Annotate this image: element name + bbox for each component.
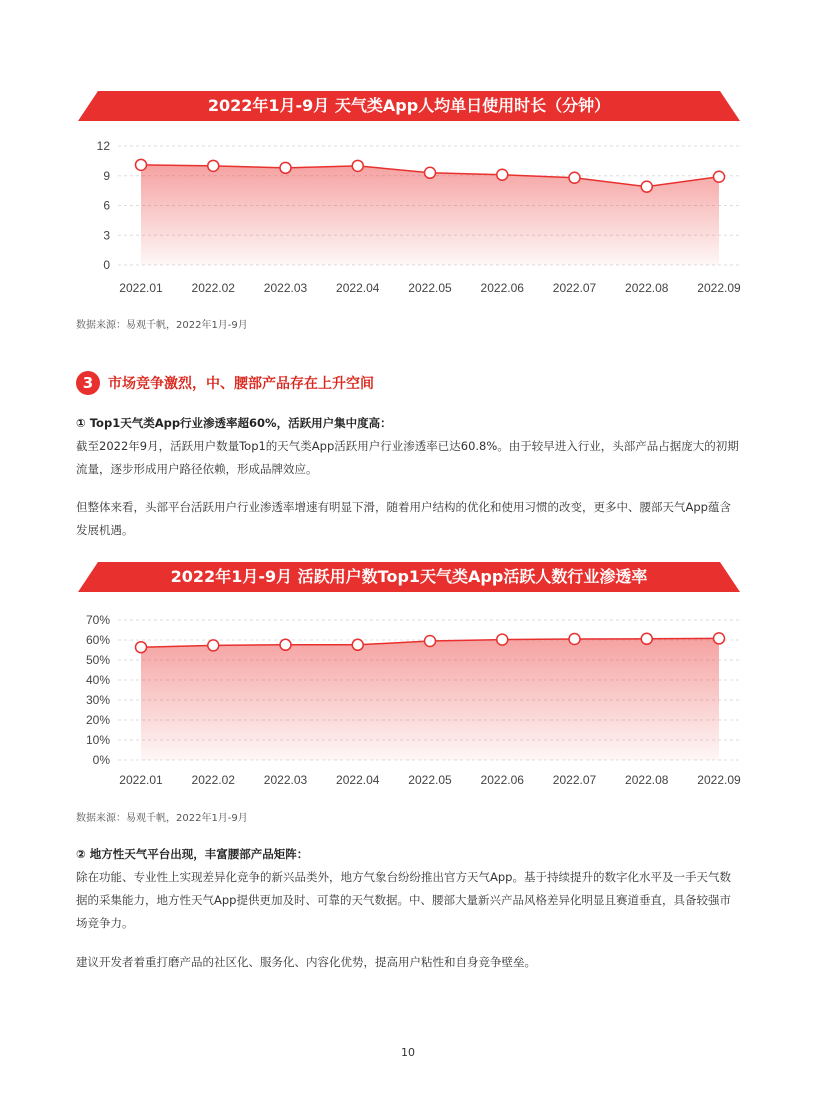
series-area: [141, 165, 719, 265]
data-point: [714, 633, 725, 644]
data-point: [136, 642, 147, 653]
y-tick-label: 0: [103, 258, 110, 272]
x-tick-label: 2022.09: [697, 773, 741, 787]
data-point: [425, 636, 436, 647]
x-tick-label: 2022.02: [191, 773, 235, 787]
x-tick-label: 2022.04: [336, 773, 380, 787]
section-number-badge: 3: [76, 371, 100, 395]
section-title: 市场竞争激烈，中、腰部产品存在上升空间: [108, 376, 374, 392]
section-heading: [76, 370, 374, 396]
data-point: [641, 633, 652, 644]
chart1-title-banner: [78, 91, 740, 121]
x-tick-label: 2022.03: [263, 281, 308, 295]
data-point: [280, 162, 291, 173]
data-point: [497, 169, 508, 180]
x-tick-label: 2022.05: [408, 281, 452, 295]
y-tick-label: 30%: [85, 693, 110, 707]
chart2-title: 2022年1月-9月 活跃用户数Top1天气类App活跃人数行业渗透率: [170, 567, 648, 586]
paragraph-4: 建议开发者着重打磨产品的社区化、服务化、内容化优势，提高用户粘性和自身竞争壁垒。: [76, 955, 536, 969]
paragraph-1-body: 截至2022年9月，活跃用户数量Top1的天气类App活跃用户行业渗透率已达60.8%。由于较早进入行业，头部产品占据庞大的初期流量，逐步形成用户路径依赖，形成品牌效应。: [76, 439, 739, 476]
chart1-title: 2022年1月-9月 天气类App人均单日使用时长（分钟）: [207, 96, 611, 115]
chart1-source: 数据来源：易观千帆，2022年1月-9月: [76, 320, 248, 331]
x-tick-label: 2022.09: [697, 281, 741, 295]
y-tick-label: 20%: [85, 713, 110, 727]
paragraph-3-body: 除在功能、专业性上实现差异化竞争的新兴品类外，地方气象台纷纷推出官方天气App。基于持续提升的数字化水平及一手天气数据的采集能力，地方性天气App提供更加及时、可靠的天气数据。中、腰部大量新兴产品风格差异化明显且赛道垂直，具备较强市场竞争力。: [76, 870, 731, 930]
x-tick-label: 2022.07: [552, 773, 597, 787]
data-point: [208, 640, 219, 651]
y-tick-label: 6: [103, 198, 110, 213]
data-point: [641, 181, 652, 192]
chart2-source: 数据来源：易观千帆，2022年1月-9月: [76, 813, 248, 824]
x-tick-label: 2022.01: [119, 773, 163, 787]
y-tick-label: 9: [103, 168, 110, 183]
series-area: [141, 638, 719, 760]
paragraph-2: 但整体来看，头部平台活跃用户行业渗透率增速有明显下滑，随着用户结构的优化和使用习惯的改变，更多中、腰部天气App蕴含发展机遇。: [76, 500, 731, 537]
x-tick-label: 2022.01: [119, 281, 163, 295]
y-tick-label: 40%: [85, 673, 110, 687]
y-tick-label: 50%: [85, 653, 110, 667]
data-point: [714, 171, 725, 182]
y-tick-label: 0%: [92, 753, 110, 767]
y-tick-label: 12: [96, 139, 110, 153]
data-point: [280, 639, 291, 650]
x-tick-label: 2022.06: [480, 773, 524, 787]
x-tick-label: 2022.02: [191, 281, 235, 295]
paragraph-1-heading: ① Top1天气类App行业渗透率超60%，活跃用户集中度高：: [76, 416, 392, 430]
x-tick-label: 2022.06: [480, 281, 524, 295]
chart1: [60, 135, 760, 305]
page-number: 10: [401, 1046, 415, 1059]
y-tick-label: 70%: [85, 613, 110, 627]
paragraph-3-heading: ② 地方性天气平台出现，丰富腰部产品矩阵：: [76, 847, 309, 861]
data-point: [208, 160, 219, 171]
data-point: [352, 160, 363, 171]
data-point: [569, 172, 580, 183]
y-tick-label: 60%: [85, 633, 110, 647]
x-tick-label: 2022.04: [336, 281, 380, 295]
chart2: [60, 608, 760, 798]
x-tick-label: 2022.07: [552, 281, 597, 295]
data-point: [352, 639, 363, 650]
y-tick-label: 10%: [85, 733, 110, 747]
chart2-plot: [60, 608, 760, 798]
chart1-plot: [60, 135, 760, 305]
data-point: [136, 159, 147, 170]
x-tick-label: 2022.03: [263, 773, 308, 787]
data-point: [425, 167, 436, 178]
data-point: [497, 634, 508, 645]
y-tick-label: 3: [103, 228, 110, 243]
chart2-title-banner: [78, 562, 740, 592]
data-point: [569, 634, 580, 645]
x-tick-label: 2022.08: [625, 281, 669, 295]
x-tick-label: 2022.05: [408, 773, 452, 787]
x-tick-label: 2022.08: [625, 773, 669, 787]
